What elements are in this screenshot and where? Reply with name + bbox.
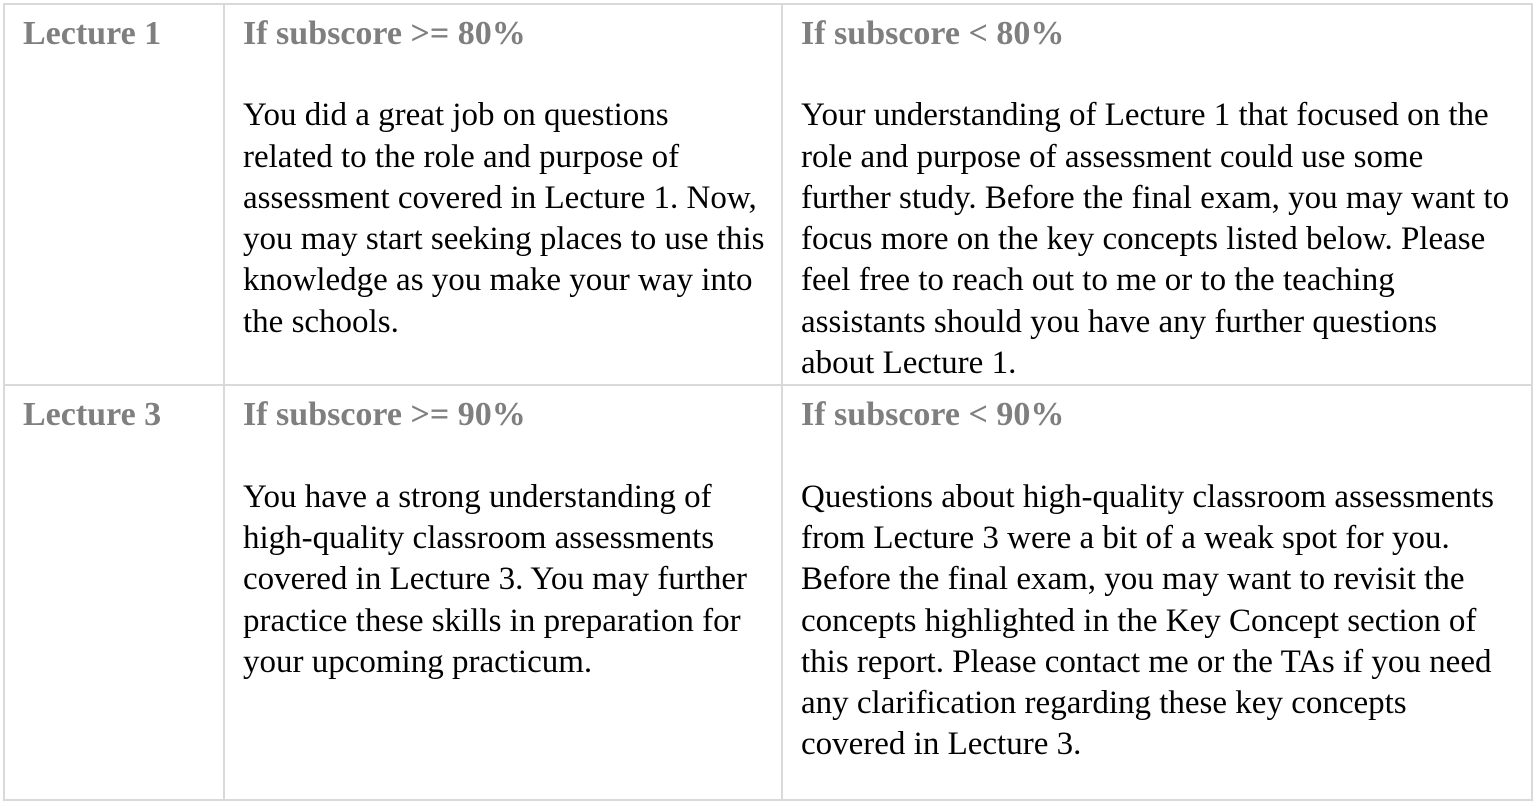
high-score-cell	[224, 385, 782, 800]
lecture-cell	[4, 385, 224, 800]
lecture-cell	[4, 4, 224, 385]
high-score-feedback: You have a strong understanding of high-quality classroom assessments covered in Lecture 3. You may further practice these skills in preparation for your upcoming practicum.	[243, 478, 748, 680]
lecture-label: Lecture 3	[23, 396, 162, 434]
high-score-heading: If subscore >= 80%	[243, 15, 526, 52]
lecture-label: Lecture 1	[23, 15, 162, 52]
table-row	[4, 4, 1532, 385]
low-score-feedback: Questions about high-quality classroom assessments from Lecture 3 were a bit of a weak spot for you. Before the final exam, you may want to revisit the concepts highlighted in the Key Concept section of this report. Please contact me or the TAs if you need any clarification regarding these key concepts covered in Lecture 3.	[801, 478, 1494, 763]
low-score-cell	[782, 385, 1532, 800]
high-score-feedback: You did a great job on questions related to the role and purpose of assessment covered in Lecture 1. Now, you may start seeking places to use this knowledge as you make your way into the schools.	[243, 97, 765, 340]
low-score-cell	[782, 4, 1532, 385]
high-score-heading: If subscore >= 90%	[243, 396, 526, 434]
low-score-feedback: Your understanding of Lecture 1 that focused on the role and purpose of assessment could use some further study. Before the final exam, you may want to focus more on the key concepts listed below. Please feel free to reach out to me or to the teaching assistants should you have any further questions about Lecture 1.	[801, 97, 1510, 382]
feedback-table	[3, 3, 1533, 801]
high-score-cell	[224, 4, 782, 385]
low-score-heading: If subscore < 90%	[801, 396, 1065, 434]
low-score-heading: If subscore < 80%	[801, 15, 1065, 52]
table-row	[4, 385, 1532, 800]
